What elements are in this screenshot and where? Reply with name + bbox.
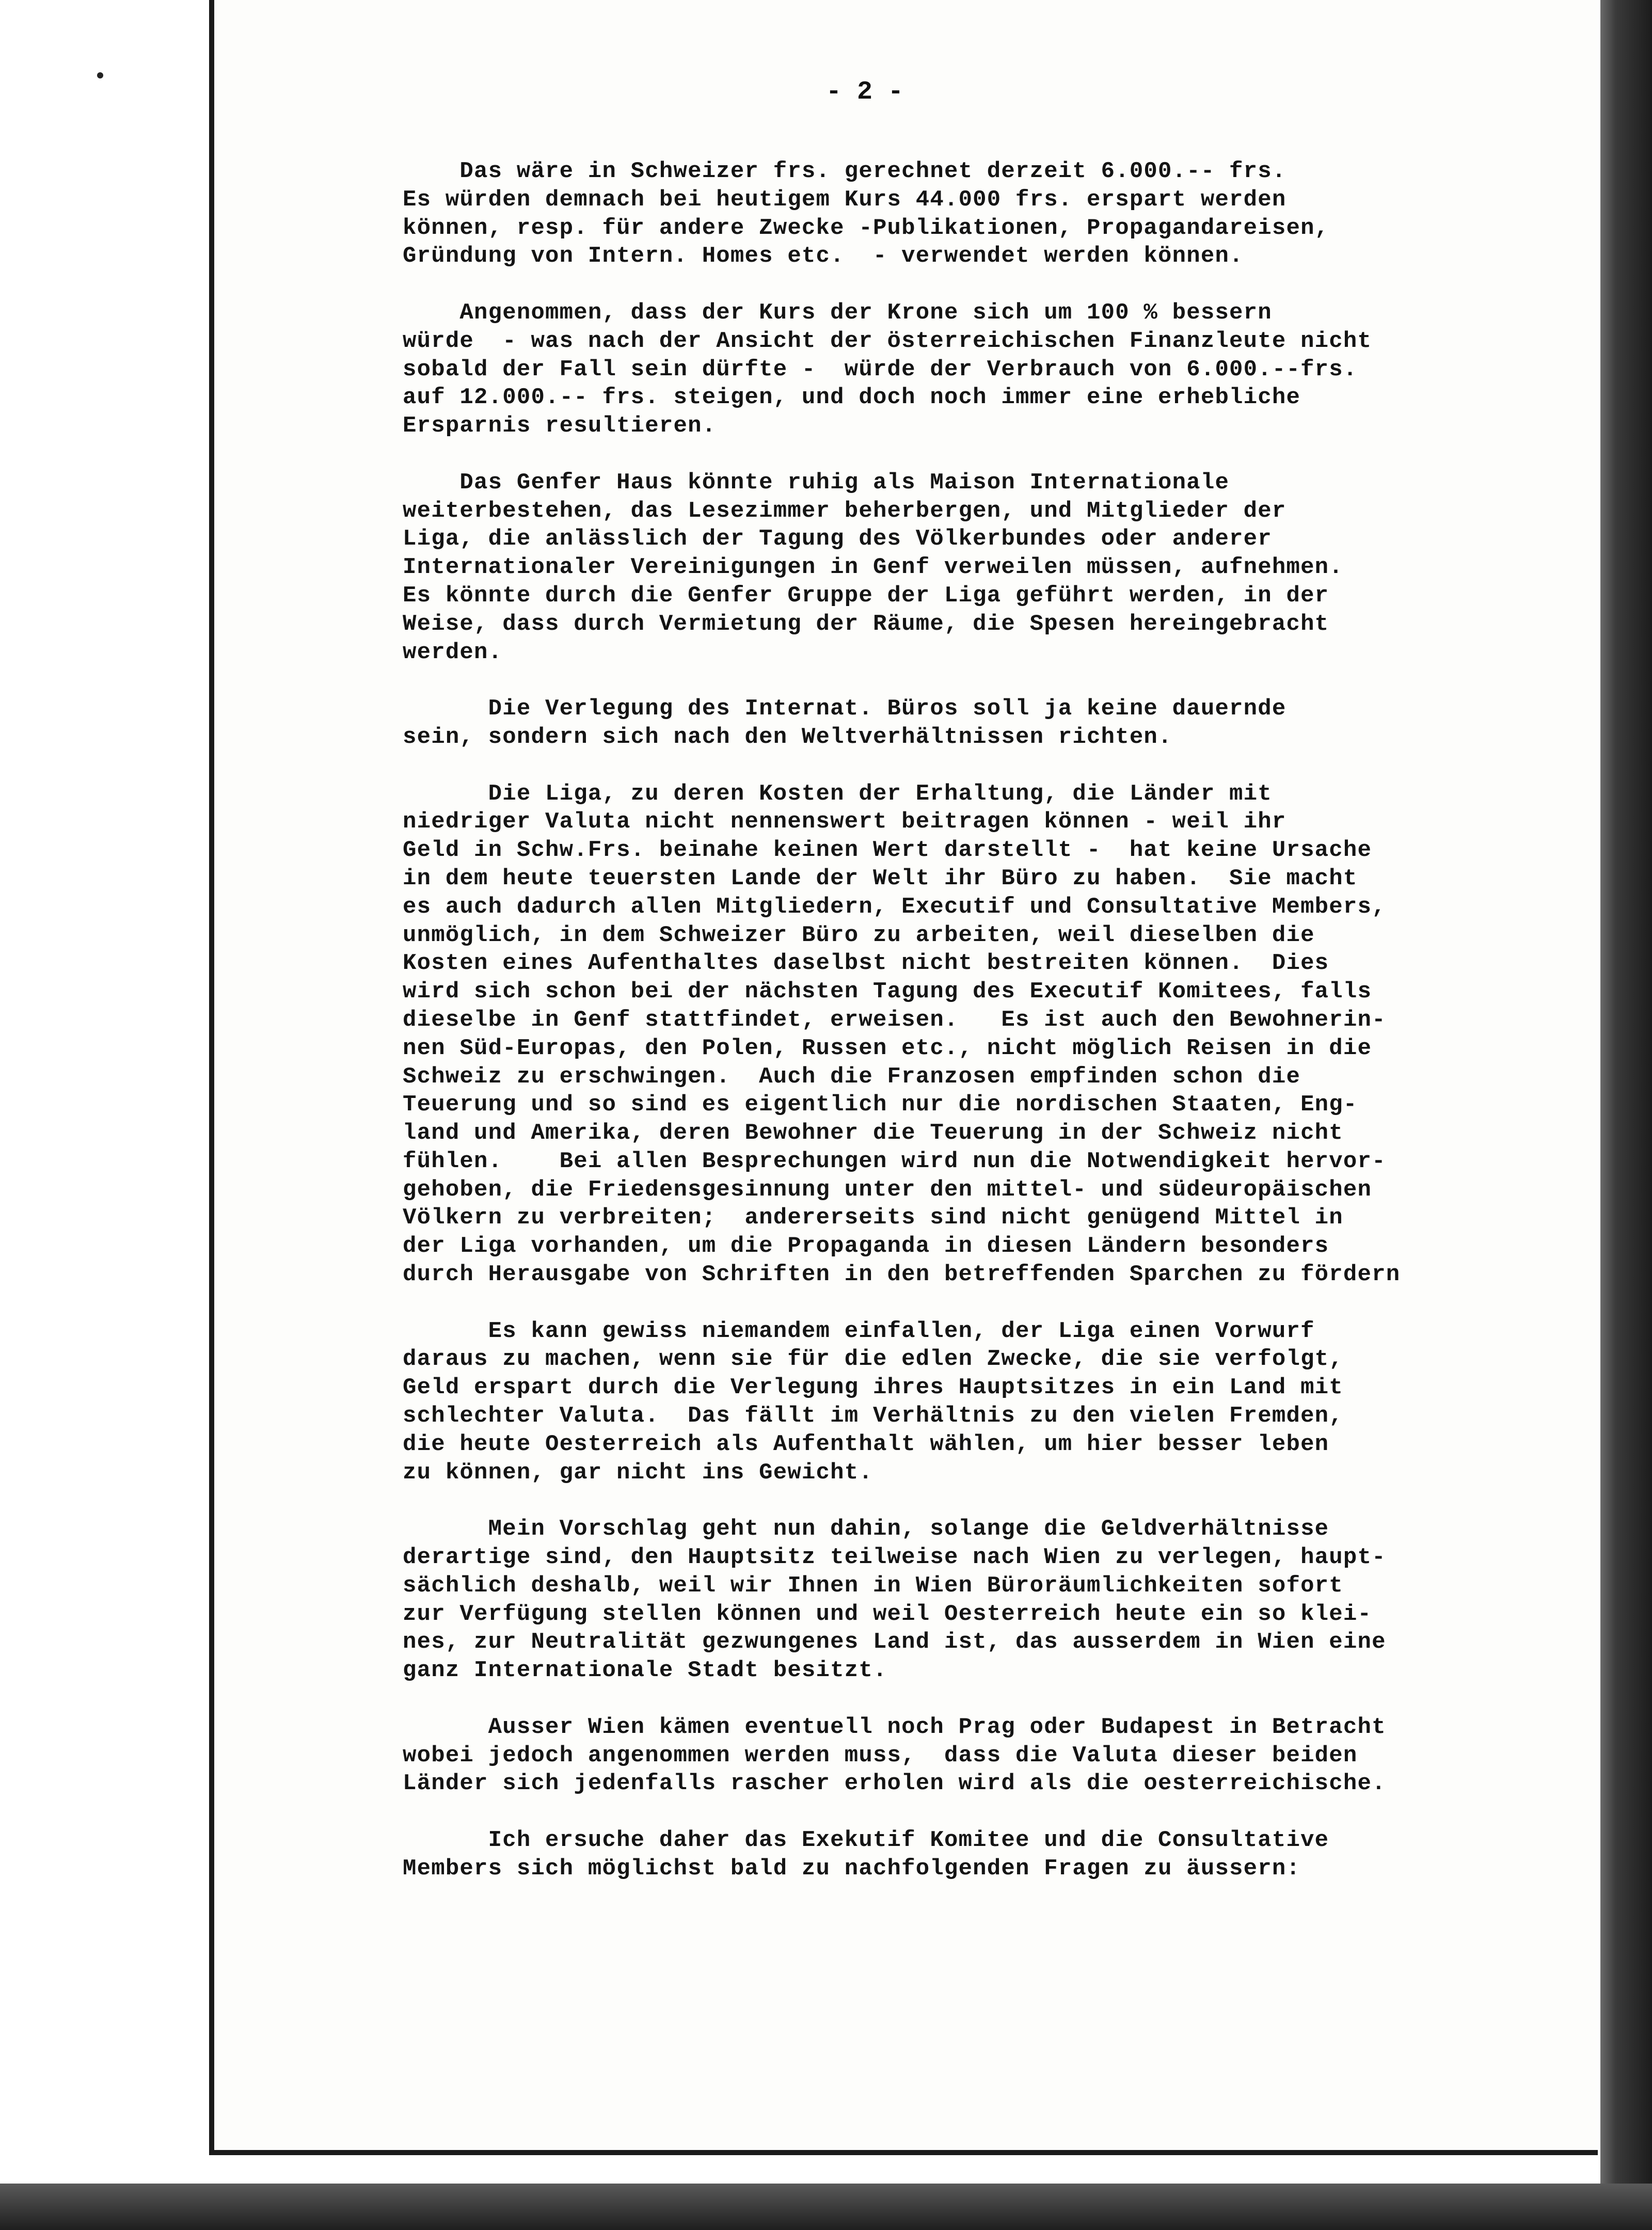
text-line: Die Verlegung des Internat. Büros soll ja keine dauernde xyxy=(403,696,1286,722)
paragraph xyxy=(403,1317,1538,1487)
paragraph xyxy=(403,157,1538,270)
text-line: Internationaler Vereinigungen in Genf verweilen müssen, aufnehmen. xyxy=(403,554,1343,581)
text-line: unmöglich, in dem Schweizer Büro zu arbeiten, weil dieselben die xyxy=(403,922,1315,948)
text-line: Die Liga, zu deren Kosten der Erhaltung, die Länder mit xyxy=(403,780,1272,807)
text-line: Kosten eines Aufenthaltes daselbst nicht bestreiten können. Dies xyxy=(403,950,1329,977)
text-line: nen Süd-Europas, den Polen, Russen etc., nicht möglich Reisen in die xyxy=(403,1035,1372,1061)
paragraph xyxy=(403,469,1538,667)
text-line: gehoben, die Friedensgesinnung unter den mittel- und südeuropäischen xyxy=(403,1176,1372,1203)
text-line: Schweiz zu erschwingen. Auch die Franzosen empfinden schon die xyxy=(403,1063,1301,1090)
text-line: Länder sich jedenfalls rascher erholen wird als die oesterreichische. xyxy=(403,1771,1386,1797)
text-line: Mein Vorschlag geht nun dahin, solange die Geldverhältnisse xyxy=(403,1516,1329,1542)
text-line: können, resp. für andere Zwecke -Publikationen, Propagandareisen, xyxy=(403,215,1329,241)
scanner-border-bottom xyxy=(0,2184,1652,2230)
text-line: weiterbestehen, das Lesezimmer beherbergen, und Mitglieder der xyxy=(403,498,1286,524)
text-line: werden. xyxy=(403,639,503,665)
text-line: auf 12.000.-- frs. steigen, und doch noch immer eine erhebliche xyxy=(403,385,1301,411)
text-line: Es würden demnach bei heutigem Kurs 44.000 frs. erspart werden xyxy=(403,186,1286,213)
paragraph xyxy=(403,1826,1538,1883)
text-line: Teuerung und so sind es eigentlich nur die nordischen Staaten, Eng- xyxy=(403,1092,1358,1118)
page-number: - 2 - xyxy=(826,77,904,107)
text-line: wobei jedoch angenommen werden muss, dass die Valuta dieser beiden xyxy=(403,1742,1358,1769)
text-line: Liga, die anlässlich der Tagung des Völkerbundes oder anderer xyxy=(403,526,1272,552)
text-line: Weise, dass durch Vermietung der Räume, die Spesen hereingebracht xyxy=(403,611,1329,637)
text-line: sächlich deshalb, weil wir Ihnen in Wien Büroräumlichkeiten sofort xyxy=(403,1572,1343,1599)
text-line: sobald der Fall sein dürfte - würde der Verbrauch von 6.000.--frs. xyxy=(403,356,1358,383)
text-line: Members sich möglichst bald zu nachfolgenden Fragen zu äussern: xyxy=(403,1855,1301,1882)
text-line: durch Herausgabe von Schriften in den betreffenden Sparchen zu fördern xyxy=(403,1262,1401,1288)
text-line: der Liga vorhanden, um die Propaganda in diesen Ländern besonders xyxy=(403,1233,1329,1260)
paragraph xyxy=(403,299,1538,440)
text-line: fühlen. Bei allen Besprechungen wird nun die Notwendigkeit hervor- xyxy=(403,1148,1386,1174)
text-line: Geld erspart durch die Verlegung ihres Hauptsitzes in ein Land mit xyxy=(403,1375,1343,1401)
text-line: schlechter Valuta. Das fällt im Verhältnis zu den vielen Fremden, xyxy=(403,1403,1343,1429)
text-line: Ich ersuche daher das Exekutif Komitee und die Consultative xyxy=(403,1827,1329,1854)
paragraph xyxy=(403,780,1538,1289)
document-body xyxy=(403,157,1538,1911)
text-line: zur Verfügung stellen können und weil Oesterreich heute ein so klei- xyxy=(403,1601,1372,1627)
paragraph xyxy=(403,1515,1538,1685)
text-line: die heute Oesterreich als Aufenthalt wählen, um hier besser leben xyxy=(403,1431,1329,1457)
text-line: daraus zu machen, wenn sie für die edlen Zwecke, die sie verfolgt, xyxy=(403,1346,1343,1373)
paragraph xyxy=(403,1713,1538,1798)
text-line: Das Genfer Haus könnte ruhig als Maison Internationale xyxy=(403,469,1230,496)
text-line: würde - was nach der Ansicht der österreichischen Finanzleute nicht xyxy=(403,328,1372,354)
text-line: Ausser Wien kämen eventuell noch Prag oder Budapest in Betracht xyxy=(403,1714,1386,1740)
text-line: Völkern zu verbreiten; andererseits sind nicht genügend Mittel in xyxy=(403,1205,1343,1231)
text-line: wird sich schon bei der nächsten Tagung des Executif Komitees, falls xyxy=(403,979,1372,1005)
text-line: Das wäre in Schweizer frs. gerechnet derzeit 6.000.-- frs. xyxy=(403,158,1286,184)
text-line: es auch dadurch allen Mitgliedern, Executif und Consultative Members, xyxy=(403,894,1386,920)
text-line: Es könnte durch die Genfer Gruppe der Liga geführt werden, in der xyxy=(403,582,1329,609)
text-line: land und Amerika, deren Bewohner die Teuerung in der Schweiz nicht xyxy=(403,1120,1343,1146)
text-line: niedriger Valuta nicht nennenswert beitragen können - weil ihr xyxy=(403,809,1286,835)
text-line: Angenommen, dass der Kurs der Krone sich um 100 % bessern xyxy=(403,299,1272,326)
text-line: zu können, gar nicht ins Gewicht. xyxy=(403,1459,873,1486)
text-line: in dem heute teuersten Lande der Welt ihr Büro zu haben. Sie macht xyxy=(403,865,1358,891)
text-line: nes, zur Neutralität gezwungenes Land ist, das ausserdem in Wien eine xyxy=(403,1629,1386,1655)
paragraph xyxy=(403,695,1538,752)
text-line: sein, sondern sich nach den Weltverhältnissen richten. xyxy=(403,724,1172,750)
text-line: derartige sind, den Hauptsitz teilweise nach Wien zu verlegen, haupt- xyxy=(403,1544,1386,1571)
text-line: Es kann gewiss niemandem einfallen, der Liga einen Vorwurf xyxy=(403,1318,1315,1344)
text-line: Gründung von Intern. Homes etc. - verwendet werden können. xyxy=(403,243,1244,269)
text-line: Ersparnis resultieren. xyxy=(403,413,717,439)
text-line: ganz Internationale Stadt besitzt. xyxy=(403,1658,887,1684)
text-line: dieselbe in Genf stattfindet, erweisen. Es ist auch den Bewohnerin- xyxy=(403,1007,1386,1033)
margin-speck xyxy=(97,72,103,78)
text-line: Geld in Schw.Frs. beinahe keinen Wert darstellt - hat keine Ursache xyxy=(403,837,1372,864)
scanner-border-right xyxy=(1600,0,1652,2230)
